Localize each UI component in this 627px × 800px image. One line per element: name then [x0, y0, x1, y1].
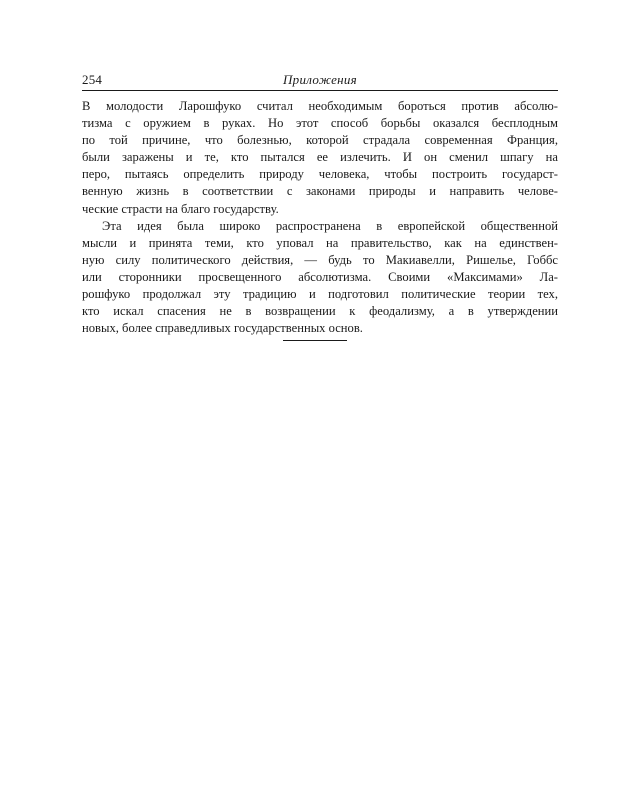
- text-line: венную жизнь в соответствии с законами природы и направить челове-: [82, 184, 558, 199]
- text-line: или сторонники просвещенного абсолютизма. Своими «Максимами» Ла-: [82, 269, 558, 284]
- text-line: были заражены и те, кто пытался ее излечить. И он сменил шпагу на: [82, 150, 558, 165]
- section-end-rule: [283, 340, 347, 341]
- text-line: В молодости Ларошфуко считал необходимым бороться против абсолю-: [82, 99, 558, 113]
- text-line: ческие страсти на благо государству.: [82, 201, 279, 216]
- text-line: по той причине, что болезнью, которой страдала современная Франция,: [82, 133, 558, 148]
- page-number: 254: [82, 72, 103, 87]
- header-rule: [82, 90, 558, 91]
- text-line: кто искал спасения не в возвращении к феодализму, а в утверждении: [82, 304, 558, 319]
- paragraph: [82, 218, 558, 338]
- text-line: перо, пытаясь определить природу человека, чтобы построить государст-: [82, 167, 558, 182]
- text-line: рошфуко продолжал эту традицию и подготовил политические теории тех,: [82, 287, 558, 302]
- text-line: мысли и принята теми, кто уповал на правительство, как на единствен-: [82, 235, 558, 250]
- text-line: тизма с оружием в руках. Но этот способ борьбы оказался бесплодным: [82, 116, 558, 131]
- body-text: [82, 98, 558, 337]
- page-header: [82, 70, 558, 90]
- text-line: ную силу политического действия, — будь то Макиавелли, Ришелье, Гоббс: [82, 252, 558, 267]
- running-title: Приложения: [282, 72, 358, 87]
- text-line: Эта идея была широко распространена в европейской общественной: [102, 218, 558, 233]
- paragraph: [82, 98, 558, 218]
- text-line: новых, более справедливых государственных основ.: [82, 321, 363, 336]
